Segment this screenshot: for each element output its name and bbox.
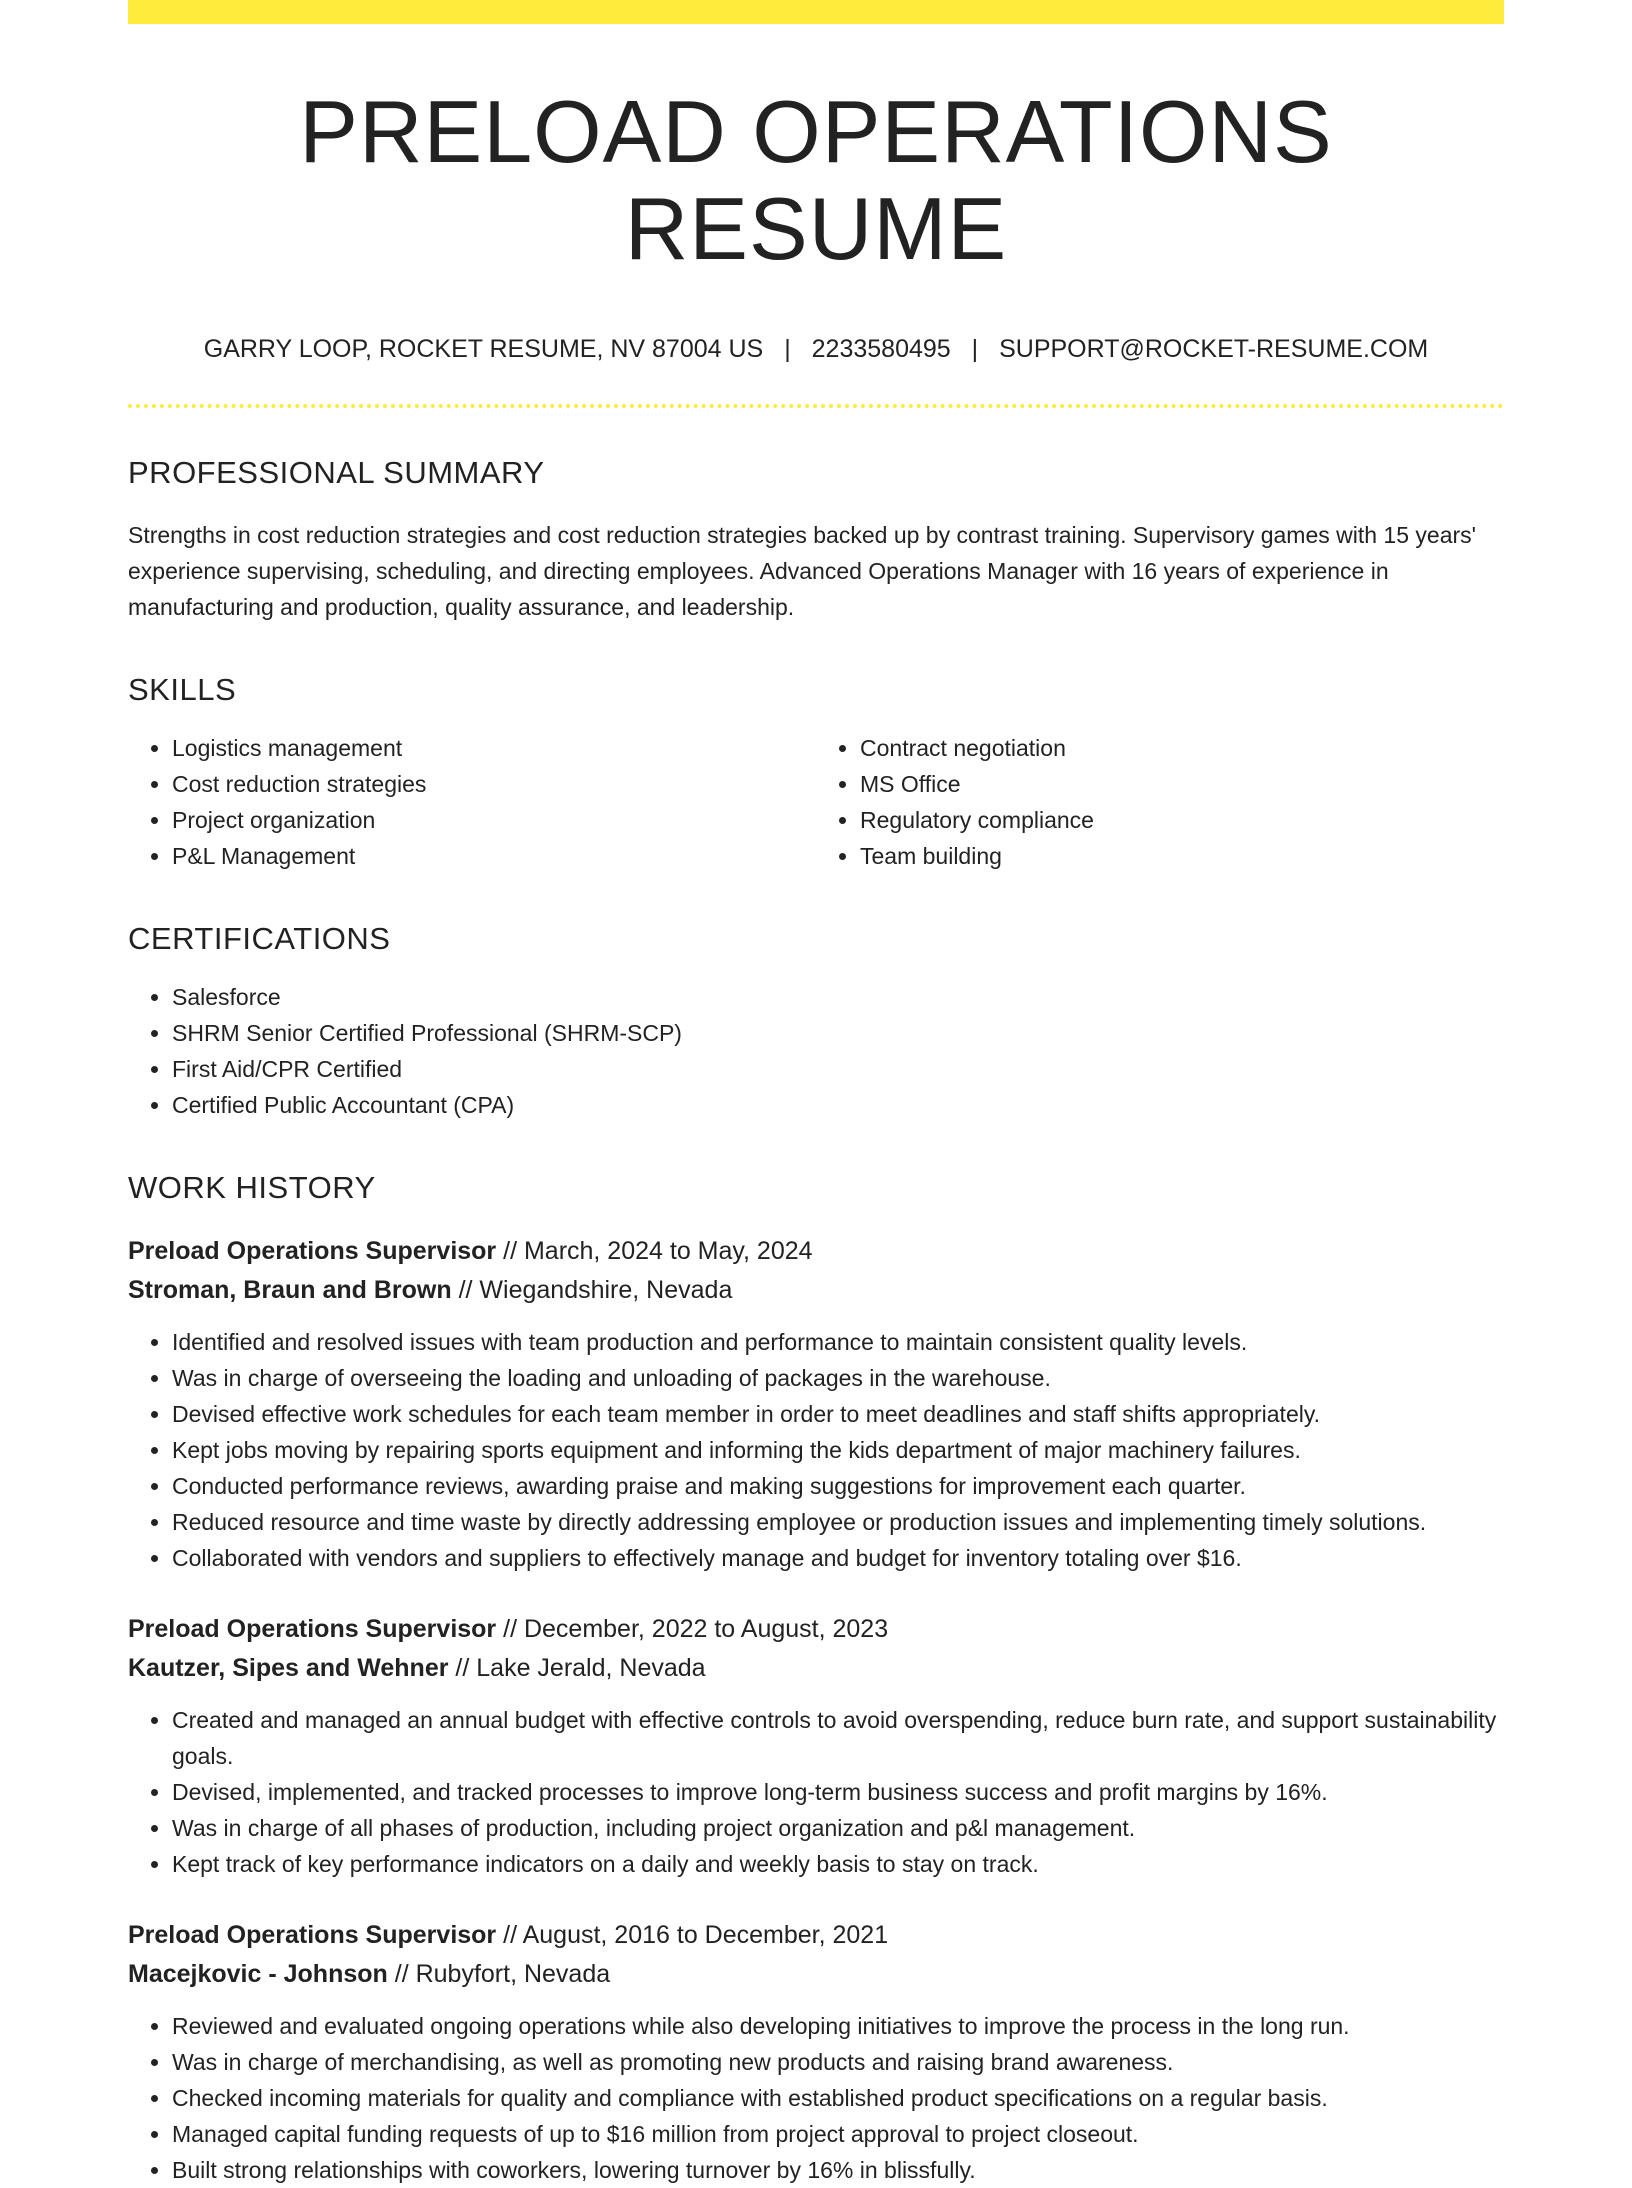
contact-phone: 2233580495 (811, 334, 951, 363)
job-bullets (128, 1324, 1504, 1576)
job-entry (128, 1610, 1504, 1882)
job-title: Preload Operations Supervisor (128, 1921, 497, 1950)
dotted-divider (128, 404, 1504, 408)
job-entry (128, 1916, 1504, 2188)
job-bullet: • Devised, implemented, and tracked processes to improve long-term business success and profit margins by 16%. (172, 1774, 1504, 1810)
job-company-line (128, 1271, 1504, 1310)
job-entry (128, 1232, 1504, 1576)
job-bullet: • Was in charge of merchandising, as well as promoting new products and raising brand awareness. (172, 2044, 1504, 2080)
contact-line (128, 334, 1504, 364)
job-location: // Lake Jerald, Nevada (455, 1654, 706, 1683)
job-bullet: • Created and managed an annual budget with effective controls to avoid overspending, reduce burn rate, and support sustainability goals. (172, 1702, 1504, 1774)
job-title: Preload Operations Supervisor (128, 1237, 497, 1266)
skill-item: • Team building (860, 838, 1504, 874)
skill-item: • Cost reduction strategies (172, 766, 816, 802)
work-history-heading: WORK HISTORY (128, 1170, 376, 1206)
work-history-section (128, 1169, 1504, 2188)
job-bullet: • Kept track of key performance indicators on a daily and weekly basis to stay on track. (172, 1846, 1504, 1882)
certifications-heading: CERTIFICATIONS (128, 920, 391, 956)
job-bullet: • Identified and resolved issues with team production and performance to maintain consistent quality levels. (172, 1324, 1504, 1360)
job-title: Preload Operations Supervisor (128, 1615, 497, 1644)
skills-list-left (128, 730, 816, 874)
job-company: Stroman, Braun and Brown (128, 1276, 452, 1305)
certifications-list (128, 979, 1504, 1123)
contact-address: GARRY LOOP, ROCKET RESUME, NV 87004 US (203, 334, 764, 363)
contact-email: SUPPORT@ROCKET-RESUME.COM (999, 334, 1429, 363)
job-bullet: • Built strong relationships with coworkers, lowering turnover by 16% in blissfully. (172, 2152, 1504, 2188)
job-dates: // December, 2022 to August, 2023 (503, 1615, 889, 1644)
skill-item: • Logistics management (172, 730, 816, 766)
skill-item: • MS Office (860, 766, 1504, 802)
summary-text: Strengths in cost reduction strategies and cost reduction strategies backed up by contrast training. Supervisory games with 15 years' experience supervising, scheduling, and directing employees. Advanced Operations Manager with 16 years of experience in manufacturing and production, quality assurance, and leadership. (128, 521, 1477, 620)
job-bullet: • Kept jobs moving by repairing sports equipment and informing the kids department of major machinery failures. (172, 1432, 1504, 1468)
skills-section (128, 671, 1504, 874)
job-bullet: • Devised effective work schedules for each team member in order to meet deadlines and staff shifts appropriately. (172, 1396, 1504, 1432)
job-bullet: • Was in charge of all phases of production, including project organization and p&l management. (172, 1810, 1504, 1846)
job-bullet: • Collaborated with vendors and suppliers to effectively manage and budget for inventory totaling over $16. (172, 1540, 1504, 1576)
job-bullet: • Was in charge of overseeing the loading and unloading of packages in the warehouse. (172, 1360, 1504, 1396)
job-bullet: • Checked incoming materials for quality and compliance with established product specifications on a regular basis. (172, 2080, 1504, 2116)
resume-page (128, 0, 1504, 2188)
skill-item: • Project organization (172, 802, 816, 838)
job-company-line (128, 1649, 1504, 1688)
job-bullet: • Managed capital funding requests of up to $16 million from project approval to project closeout. (172, 2116, 1504, 2152)
job-bullet: • Reduced resource and time waste by directly addressing employee or production issues and implementing timely solutions. (172, 1504, 1504, 1540)
job-location: // Rubyfort, Nevada (394, 1960, 611, 1989)
job-bullets (128, 2008, 1504, 2188)
skill-item: • Regulatory compliance (860, 802, 1504, 838)
skills-heading: SKILLS (128, 671, 237, 707)
certifications-section (128, 920, 1504, 1123)
summary-section (128, 454, 1504, 625)
contact-separator: | (784, 334, 791, 363)
job-bullet: • Reviewed and evaluated ongoing operations while also developing initiatives to improve the process in the long run. (172, 2008, 1504, 2044)
job-dates: // March, 2024 to May, 2024 (503, 1237, 813, 1266)
job-bullets (128, 1702, 1504, 1882)
job-title-line (128, 1610, 1504, 1649)
skills-list-right (816, 730, 1504, 874)
contact-separator: | (971, 334, 979, 363)
certification-item: • Salesforce (172, 979, 1504, 1015)
accent-top-bar (128, 0, 1504, 24)
job-bullet: • Conducted performance reviews, awarding praise and making suggestions for improvement each quarter. (172, 1468, 1504, 1504)
summary-heading: PROFESSIONAL SUMMARY (128, 454, 545, 490)
skill-item: • P&L Management (172, 838, 816, 874)
job-company: Kautzer, Sipes and Wehner (128, 1654, 449, 1683)
job-title-line (128, 1232, 1504, 1271)
skills-grid (128, 730, 1504, 874)
certification-item: • Certified Public Accountant (CPA) (172, 1087, 1504, 1123)
resume-title: PRELOAD OPERATIONS RESUME (299, 82, 1333, 278)
job-company-line (128, 1955, 1504, 1994)
certification-item: • SHRM Senior Certified Professional (SHRM-SCP) (172, 1015, 1504, 1051)
job-location: // Wiegandshire, Nevada (458, 1276, 733, 1305)
certification-item: • First Aid/CPR Certified (172, 1051, 1504, 1087)
job-dates: // August, 2016 to December, 2021 (503, 1921, 889, 1950)
job-company: Macejkovic - Johnson (128, 1960, 388, 1989)
job-title-line (128, 1916, 1504, 1955)
skill-item: • Contract negotiation (860, 730, 1504, 766)
